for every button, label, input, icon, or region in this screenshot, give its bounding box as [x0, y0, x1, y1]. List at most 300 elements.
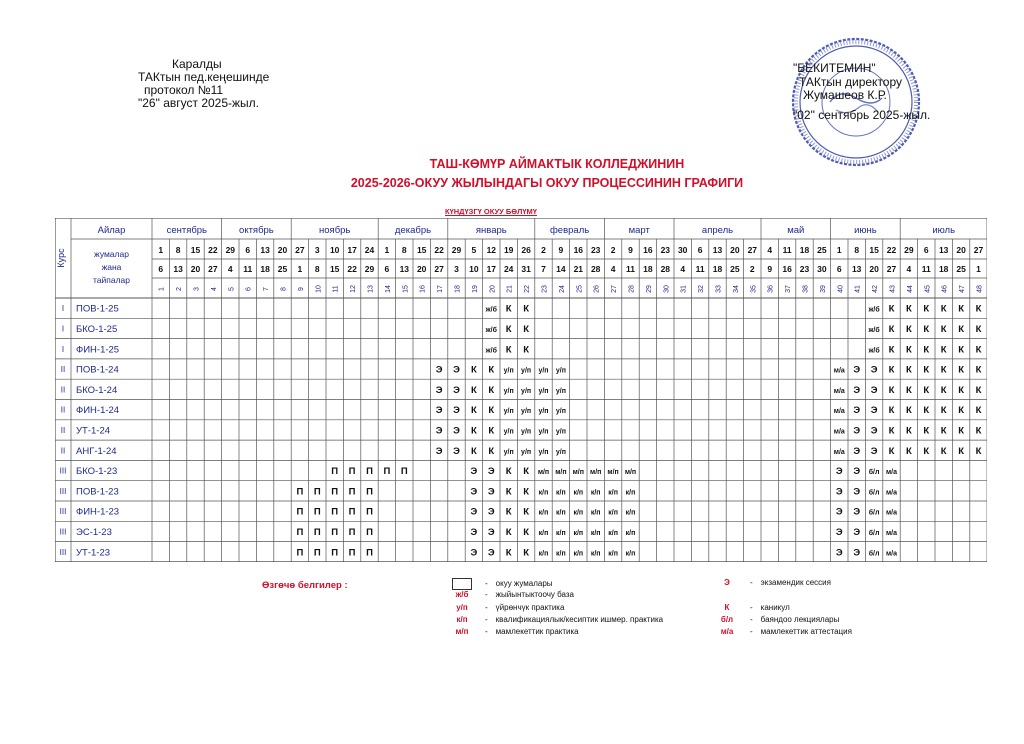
week-start-date: 23	[660, 245, 671, 255]
week-start-date: 2	[610, 245, 616, 255]
row-group-name: ПОВ-1-24	[76, 364, 119, 376]
schedule-cell: П	[348, 506, 356, 518]
week-end-date: 13	[399, 264, 410, 274]
week-end-date: 30	[817, 264, 827, 274]
row-group-name: УТ-1-23	[76, 547, 111, 559]
approval-right-block	[793, 62, 930, 122]
schedule-cell: у/п	[503, 367, 514, 375]
week-number: 30	[663, 285, 671, 293]
schedule-cell: П	[331, 466, 339, 478]
schedule-cell: К	[958, 344, 965, 356]
week-start-date: 27	[295, 245, 305, 255]
schedule-cell: К	[958, 445, 965, 457]
schedule-cell: м/п	[572, 469, 584, 477]
schedule-table	[55, 218, 987, 562]
week-end-date: 27	[208, 264, 218, 274]
schedule-cell: К	[505, 526, 512, 538]
week-start-date: 13	[938, 245, 949, 255]
schedule-cell: Э	[870, 425, 878, 437]
schedule-cell: м/а	[833, 367, 845, 375]
department-subtitle: КҮНДҮЗГҮ ОКУУ БӨЛҮМҮ	[445, 207, 537, 216]
schedule-cell: Э	[835, 506, 843, 518]
week-end-date: 18	[938, 264, 949, 274]
schedule-cell: К	[505, 344, 512, 356]
week-number: 22	[524, 285, 532, 293]
week-end-date: 17	[486, 264, 497, 274]
week-end-date: 11	[695, 264, 705, 274]
schedule-cell: К	[975, 384, 982, 396]
legend-dash: -	[750, 602, 753, 612]
schedule-cell: К	[505, 486, 512, 498]
week-number: 25	[576, 285, 584, 293]
schedule-cell: Э	[853, 364, 861, 376]
week-start-date: 6	[245, 245, 251, 255]
schedule-cell: К	[958, 405, 965, 417]
week-number: 43	[889, 285, 897, 293]
week-end-date: 15	[329, 264, 340, 274]
months-header: Айлар	[97, 225, 126, 236]
schedule-cell: м/а	[885, 469, 898, 477]
legend-dash: -	[485, 627, 488, 637]
schedule-cell: К	[488, 445, 495, 457]
schedule-cell: у/п	[555, 428, 566, 436]
legend-item	[447, 615, 663, 624]
month-label: сентябрь	[166, 225, 208, 236]
week-end-date: 28	[590, 264, 601, 274]
schedule-cell: Э	[870, 445, 878, 457]
schedule-cell: К	[505, 303, 512, 315]
schedule-cell: П	[296, 547, 304, 559]
week-number: 32	[698, 285, 706, 293]
month-label: ноябрь	[319, 225, 351, 236]
schedule-cell: Э	[453, 445, 460, 457]
schedule-cell: К	[975, 445, 982, 457]
legend-dash: -	[750, 614, 753, 624]
schedule-cell: у/п	[538, 448, 549, 456]
schedule-cell: К	[905, 344, 912, 356]
week-number: 18	[454, 285, 462, 293]
schedule-cell: Э	[487, 506, 495, 518]
week-number: 1	[158, 287, 166, 291]
schedule-cell: П	[313, 526, 321, 538]
schedule-cell: к/п	[590, 509, 601, 517]
week-start-date: 27	[973, 245, 984, 255]
schedule-cell: у/п	[521, 448, 532, 456]
schedule-cell: Э	[453, 405, 460, 417]
schedule-cell: К	[923, 364, 930, 376]
schedule-cell: П	[400, 466, 408, 478]
schedule-cell: Э	[870, 405, 878, 417]
week-start-date: 30	[677, 245, 688, 255]
week-number: 20	[489, 285, 497, 293]
legend-text: экзамендик сессия	[760, 578, 831, 587]
schedule-cell: К	[523, 486, 530, 498]
week-number: 15	[402, 285, 410, 293]
week-end-date: 3	[454, 264, 459, 274]
week-end-date: 25	[730, 264, 740, 274]
week-end-date: 13	[851, 264, 862, 274]
schedule-cell: м/п	[607, 469, 619, 477]
month-label: июнь	[854, 225, 877, 236]
week-number: 8	[280, 287, 288, 291]
legend-key: м/а	[720, 627, 734, 637]
week-number: 46	[941, 285, 949, 293]
schedule-cell: у/п	[538, 387, 549, 395]
schedule-cell: К	[523, 466, 530, 478]
week-start-date: 20	[956, 245, 966, 255]
approval-left-line2: ТАКтын пед.кеңешинде	[138, 70, 270, 84]
legend-key: у/п	[456, 602, 468, 612]
week-start-date: 8	[854, 245, 860, 255]
schedule-cell: Э	[870, 364, 878, 376]
schedule-cell: П	[348, 526, 356, 538]
week-start-date: 17	[347, 245, 357, 255]
week-number: 24	[558, 285, 566, 293]
schedule-cell: у/п	[503, 387, 514, 395]
schedule-cell: П	[366, 506, 373, 518]
schedule-cell: б/л	[868, 550, 880, 558]
schedule-cell: П	[366, 547, 373, 559]
week-start-date: 8	[175, 245, 181, 255]
schedule-cell: Э	[453, 384, 460, 396]
schedule-cell: к/п	[625, 550, 636, 558]
schedule-cell: б/л	[868, 469, 880, 477]
row-group-name: АНГ-1-24	[76, 445, 117, 457]
week-number: 5	[228, 287, 236, 291]
week-end-date: 4	[906, 264, 912, 274]
schedule-cell: к/п	[608, 529, 618, 537]
row-course: III	[59, 547, 67, 557]
week-start-date: 15	[190, 245, 201, 255]
schedule-cell: к/п	[556, 529, 566, 537]
schedule-cell: К	[905, 303, 912, 315]
schedule-cell: Э	[853, 486, 861, 498]
week-number: 45	[924, 285, 932, 293]
schedule-cell: К	[505, 506, 512, 518]
week-end-date: 4	[680, 264, 686, 274]
schedule-cell: К	[940, 364, 947, 376]
schedule-cell: К	[975, 425, 982, 437]
schedule-cell: К	[958, 425, 965, 437]
schedule-cell: к/п	[590, 529, 601, 537]
row-course: I	[61, 324, 65, 334]
week-number: 19	[471, 285, 479, 293]
schedule-cell: П	[348, 547, 356, 559]
week-start-date: 27	[747, 245, 758, 255]
schedule-cell: К	[470, 405, 477, 417]
schedule-cell: К	[888, 384, 895, 396]
legend-text: каникул	[760, 602, 790, 612]
week-start-date: 13	[712, 245, 723, 255]
week-number: 48	[976, 285, 984, 293]
schedule-cell: к/п	[608, 509, 618, 517]
schedule-cell: К	[958, 303, 965, 315]
schedule-cell: м/а	[833, 448, 845, 456]
approval-right-line1: "БЕКИТЕМИН"	[793, 61, 876, 75]
schedule-cell: П	[366, 526, 373, 538]
schedule-cell: к/п	[625, 489, 636, 497]
week-end-date: 16	[782, 264, 792, 274]
schedule-cell: Э	[835, 466, 843, 478]
schedule-cell: К	[488, 364, 495, 376]
schedule-cell: м/п	[624, 469, 637, 477]
schedule-cell: К	[488, 425, 495, 437]
row-group-name: УТ-1-24	[76, 425, 111, 437]
week-number: 44	[906, 285, 914, 293]
legend-dash: -	[485, 614, 488, 624]
schedule-cell: П	[348, 486, 356, 498]
schedule-cell: К	[958, 323, 965, 335]
schedule-cell: К	[923, 445, 930, 457]
schedule-cell: м/п	[590, 469, 602, 477]
week-number: 37	[785, 285, 793, 293]
approval-right-line2: ТАКтын директору	[799, 74, 903, 89]
month-label: июль	[932, 225, 956, 236]
legend-item	[712, 578, 831, 587]
week-end-date: 4	[610, 264, 616, 274]
schedule-cell: Э	[470, 526, 478, 538]
legend-dash: -	[750, 627, 753, 637]
schedule-cell: у/п	[538, 367, 549, 375]
schedule-cell: Э	[853, 384, 861, 396]
legend-text: жыйынтыктоочу база	[495, 590, 574, 600]
week-end-date: 29	[364, 264, 375, 274]
month-label: май	[787, 225, 805, 236]
schedule-cell: Э	[487, 547, 495, 559]
week-end-date: 11	[243, 264, 253, 274]
approval-left-block	[138, 58, 269, 110]
schedule-cell: Э	[435, 405, 443, 417]
schedule-cell: К	[470, 364, 477, 376]
week-start-date: 22	[208, 245, 218, 255]
legend-key: К	[724, 602, 730, 612]
week-end-date: 18	[643, 264, 653, 274]
schedule-cell: К	[958, 384, 965, 396]
schedule-cell: Э	[470, 486, 478, 498]
schedule-cell: П	[296, 526, 304, 538]
week-start-date: 5	[471, 245, 477, 255]
legend-key: м/п	[455, 627, 469, 637]
week-end-date: 6	[158, 264, 164, 274]
schedule-cell: к/п	[538, 550, 549, 558]
legend-dash: -	[750, 578, 753, 587]
week-number: 33	[715, 285, 723, 293]
schedule-cell: у/п	[521, 367, 532, 375]
schedule-cell: к/п	[590, 550, 601, 558]
schedule-cell: Э	[853, 425, 861, 437]
week-start-date: 29	[904, 245, 914, 255]
schedule-cell: К	[523, 547, 530, 559]
month-label: декабрь	[394, 225, 432, 236]
legend-dash: -	[485, 579, 488, 589]
schedule-cell: П	[366, 486, 373, 498]
week-start-date: 4	[767, 245, 773, 255]
schedule-cell: у/п	[503, 448, 514, 456]
row-group-name: ФИН-1-23	[76, 506, 120, 518]
week-start-date: 1	[158, 245, 164, 255]
schedule-cell: Э	[870, 384, 878, 396]
row-group-name: БКО-1-23	[76, 466, 118, 478]
schedule-cell: К	[888, 303, 895, 315]
week-start-date: 8	[401, 245, 407, 255]
schedule-cell: К	[523, 344, 530, 356]
row-course: III	[59, 507, 67, 517]
schedule-cell: Э	[487, 526, 495, 538]
schedule-cell: К	[523, 526, 530, 538]
schedule-cell: у/п	[555, 408, 566, 416]
schedule-cell: К	[905, 364, 912, 376]
schedule-cell: к/п	[608, 489, 618, 497]
schedule-cell: м/а	[885, 529, 898, 537]
week-start-date: 9	[558, 245, 564, 255]
schedule-cell: К	[470, 425, 477, 437]
week-number: 12	[350, 285, 358, 293]
week-number: 10	[315, 285, 323, 293]
schedule-cell: К	[470, 445, 477, 457]
week-number: 47	[959, 285, 967, 293]
week-start-date: 1	[836, 245, 842, 255]
week-end-date: 10	[469, 264, 479, 274]
schedule-cell: Э	[435, 364, 443, 376]
schedule-cell: у/п	[521, 408, 532, 416]
week-end-date: 9	[767, 264, 773, 274]
week-end-date: 1	[297, 264, 303, 274]
legend-text: квалификациялык/кесиптик ишмер. практика	[495, 614, 664, 624]
row-group-name: ПОВ-1-25	[76, 303, 119, 315]
schedule-cell: П	[331, 547, 339, 559]
schedule-cell: К	[905, 384, 912, 396]
schedule-cell: Э	[835, 486, 843, 498]
week-number: 16	[419, 285, 427, 293]
schedule-cell: к/п	[538, 509, 549, 517]
schedule-cell: б/л	[868, 529, 880, 537]
legend-item	[712, 627, 852, 636]
legend-item	[447, 627, 579, 636]
week-start-date: 15	[869, 245, 879, 255]
schedule-cell: б/л	[868, 509, 880, 517]
week-end-date: 20	[869, 264, 879, 274]
schedule-cell: м/п	[537, 469, 550, 477]
schedule-cell: м/а	[833, 387, 845, 395]
schedule-cell: П	[331, 526, 339, 538]
schedule-cell: к/п	[625, 509, 636, 517]
legend-item	[712, 603, 790, 612]
schedule-cell: П	[296, 506, 304, 518]
legend-empty-box	[452, 578, 472, 590]
schedule-cell: К	[975, 323, 982, 335]
schedule-cell: у/п	[521, 428, 532, 436]
schedule-cell: м/а	[833, 408, 845, 416]
week-end-date: 20	[416, 264, 427, 274]
month-label: март	[628, 225, 650, 236]
schedule-cell: К	[923, 303, 930, 315]
week-start-date: 20	[730, 245, 740, 255]
schedule-cell: К	[923, 344, 930, 356]
approval-right-line4: "02" сентябрь 2025-жыл.	[793, 107, 931, 122]
schedule-cell: у/п	[503, 408, 514, 416]
week-end-date: 20	[190, 264, 201, 274]
week-end-date: 23	[799, 264, 810, 274]
schedule-cell: К	[505, 323, 512, 335]
schedule-cell: К	[940, 303, 947, 315]
week-start-date: 11	[782, 245, 792, 255]
week-end-date: 31	[521, 264, 531, 274]
schedule-cell: К	[488, 384, 495, 396]
schedule-cell: К	[940, 384, 947, 396]
schedule-cell: К	[523, 506, 530, 518]
month-label: февраль	[549, 225, 590, 236]
schedule-cell: К	[905, 405, 912, 417]
schedule-cell: Э	[853, 466, 861, 478]
schedule-cell: К	[523, 303, 530, 315]
schedule-cell: Э	[853, 445, 861, 457]
schedule-cell: К	[905, 425, 912, 437]
week-number: 6	[245, 287, 253, 291]
week-end-date: 21	[573, 264, 584, 274]
row-course: III	[59, 527, 67, 537]
week-number: 23	[541, 285, 549, 293]
week-end-date: 22	[347, 264, 357, 274]
row-course: II	[60, 446, 66, 456]
week-number: 36	[767, 285, 775, 293]
week-start-date: 26	[521, 245, 531, 255]
row-course: I	[61, 344, 65, 354]
legend-item	[447, 603, 564, 612]
week-number: 26	[593, 285, 601, 293]
week-start-date: 1	[384, 245, 390, 255]
week-start-date: 10	[329, 245, 340, 255]
schedule-cell: К	[488, 405, 495, 417]
week-number: 42	[872, 285, 880, 293]
schedule-cell: к/п	[573, 509, 584, 517]
schedule-cell: у/п	[521, 387, 532, 395]
schedule-cell: к/п	[608, 550, 618, 558]
schedule-cell: П	[296, 486, 304, 498]
schedule-cell: К	[975, 405, 982, 417]
week-number: 4	[210, 287, 218, 291]
schedule-cell: К	[888, 364, 895, 376]
week-end-date: 25	[956, 264, 966, 274]
schedule-cell: у/п	[555, 387, 566, 395]
week-number: 21	[506, 285, 514, 293]
week-start-date: 13	[260, 245, 270, 255]
row-course: II	[60, 405, 66, 415]
week-start-date: 15	[416, 245, 427, 255]
schedule-cell: м/а	[833, 428, 845, 436]
schedule-cell: к/п	[538, 489, 549, 497]
schedule-cell: у/п	[555, 367, 566, 375]
document-title-line1: ТАШ-КӨМҮР АЙМАКТЫК КОЛЛЕДЖИНИН	[429, 157, 685, 171]
week-number: 35	[750, 285, 758, 293]
row-course: I	[61, 304, 65, 314]
week-number: 39	[819, 285, 827, 293]
week-end-date: 1	[976, 264, 981, 274]
schedule-cell: К	[940, 425, 947, 437]
schedule-cell: К	[470, 384, 477, 396]
schedule-cell: К	[923, 405, 930, 417]
legend-item	[712, 615, 839, 624]
weeks-header-line2: жана	[101, 262, 122, 272]
week-number: 28	[628, 285, 636, 293]
week-end-date: 25	[277, 264, 288, 274]
schedule-cell: Э	[487, 486, 495, 498]
schedule-cell: К	[923, 425, 930, 437]
week-start-date: 2	[541, 245, 546, 255]
schedule-cell: П	[313, 486, 321, 498]
approval-left-line4: "26" август 2025-жыл.	[138, 96, 260, 110]
schedule-cell: К	[940, 405, 947, 417]
schedule-cell: к/п	[556, 489, 566, 497]
